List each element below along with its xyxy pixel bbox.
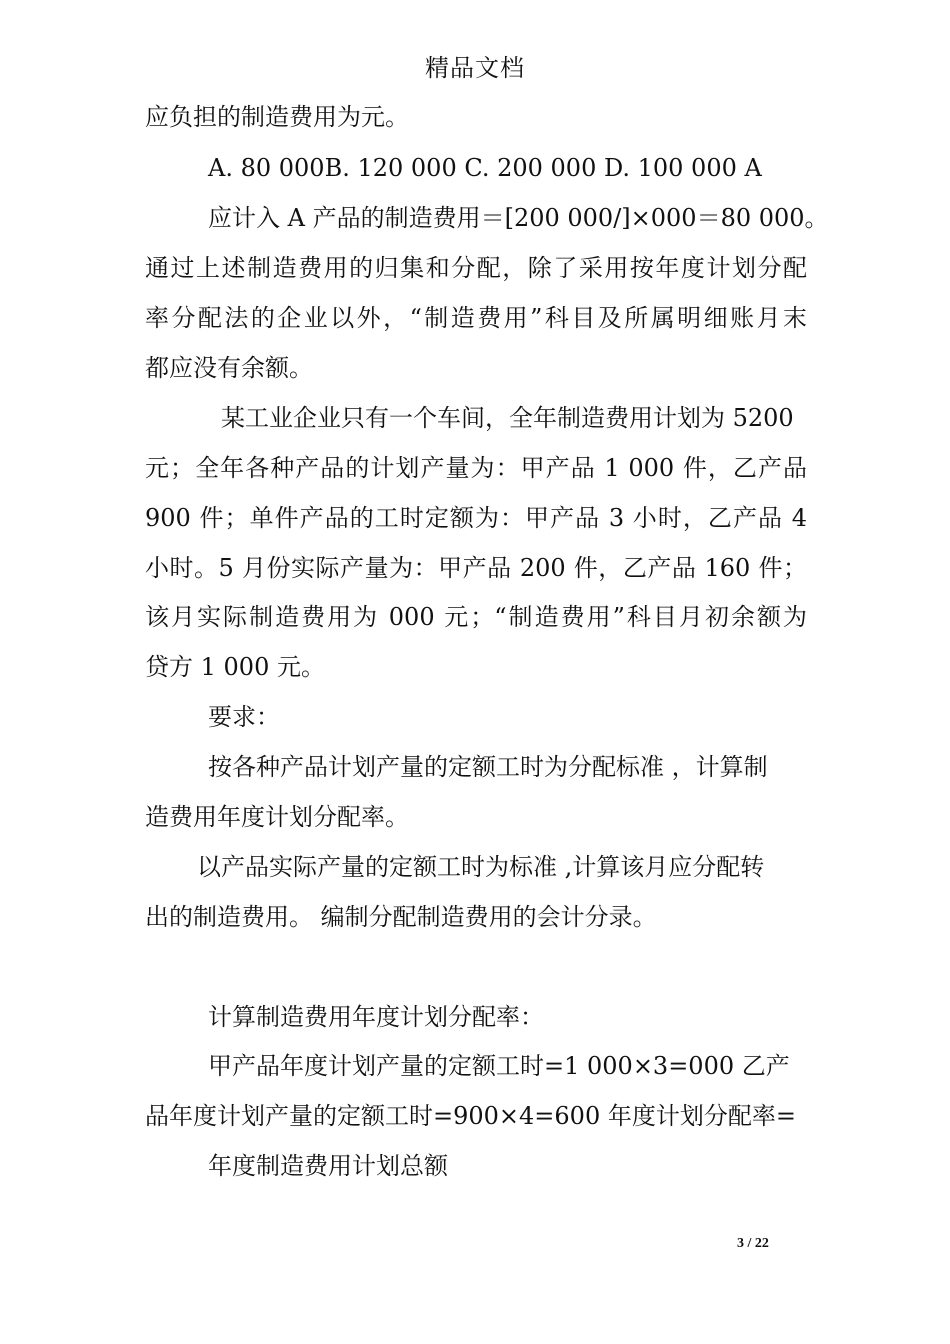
page-number: 3 / 22 xyxy=(737,1236,769,1251)
text-line: 造费用年度计划分配率。 xyxy=(145,803,409,831)
text-line: 小时。5 月份实际产量为：甲产品 200 件，乙产品 160 件； xyxy=(145,554,807,582)
text-line: 应负担的制造费用为元。 xyxy=(145,103,409,131)
text-line: 以产品实际产量的定额工时为标准 ,计算该月应分配转 xyxy=(197,853,765,881)
text-line: 都应没有余额。 xyxy=(145,354,313,382)
text-line: 品年度计划产量的定额工时=900×4=600 年度计划分配率= xyxy=(145,1102,796,1130)
text-line: 率分配法的企业以外，“制造费用”科目及所属明细账月末 xyxy=(145,304,807,332)
text-line: A. 80 000B. 120 000 C. 200 000 D. 100 000 A xyxy=(208,154,762,182)
text-line: 出的制造费用。 编制分配制造费用的会计分录。 xyxy=(145,903,657,931)
text-line: 通过上述制造费用的归集和分配，除了采用按年度计划分配 xyxy=(145,254,807,282)
text-line: 900 件；单件产品的工时定额为：甲产品 3 小时，乙产品 4 xyxy=(145,504,807,532)
text-line: 甲产品年度计划产量的定额工时=1 000×3=000 乙产 xyxy=(208,1052,790,1080)
text-line: 应计入 A 产品的制造费用＝[200 000/]×000＝80 000。 xyxy=(208,204,829,232)
text-line: 贷方 1 000 元。 xyxy=(145,653,325,681)
text-line: 元；全年各种产品的计划产量为：甲产品 1 000 件，乙产品 xyxy=(145,454,807,482)
text-line: 该月实际制造费用为 000 元；“制造费用”科目月初余额为 xyxy=(145,603,807,631)
page-header: 精品文档 xyxy=(425,54,525,82)
text-line: 年度制造费用计划总额 xyxy=(208,1152,448,1180)
text-line: 计算制造费用年度计划分配率： xyxy=(208,1003,544,1031)
text-line: 要求： xyxy=(208,703,280,731)
text-line: 某工业企业只有一个车间，全年制造费用计划为 5200 xyxy=(221,404,794,432)
text-line: 按各种产品计划产量的定额工时为分配标准 ，计算制 xyxy=(208,753,768,781)
